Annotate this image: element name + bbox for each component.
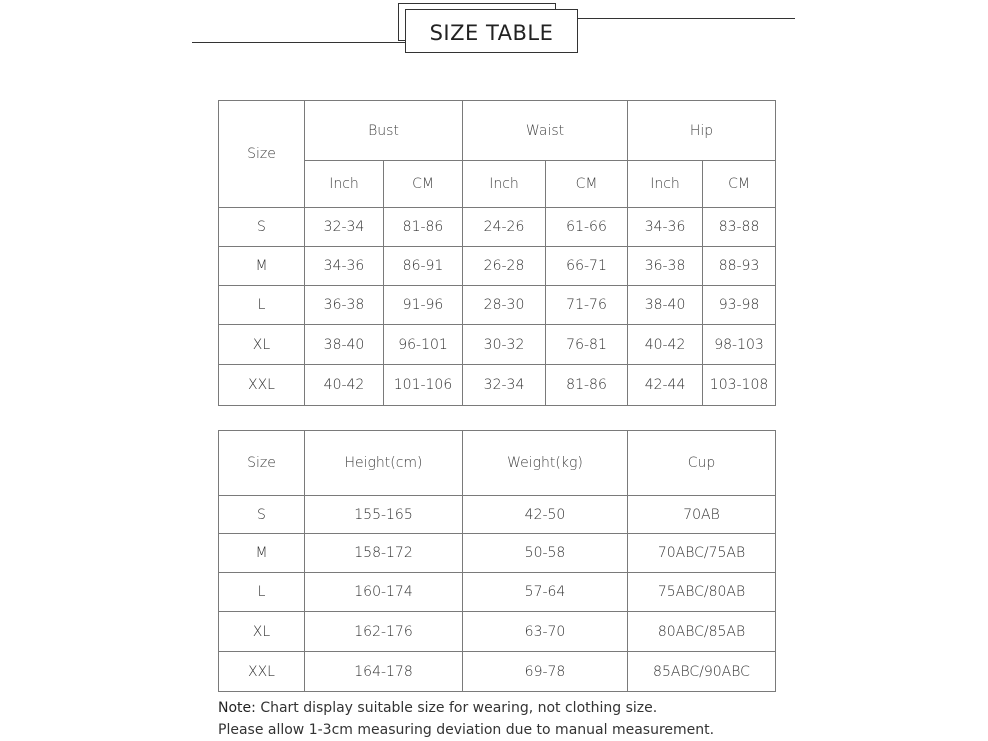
- unit-header: CM: [546, 161, 628, 208]
- table-row: [219, 612, 776, 652]
- table-header-row: [219, 431, 776, 496]
- table-row: [219, 325, 776, 365]
- title-rule-left: [192, 42, 405, 43]
- table-cell: 98-103: [703, 325, 776, 365]
- table-row: [219, 208, 776, 247]
- table-header-row: [219, 101, 776, 161]
- table-row: [219, 286, 776, 325]
- unit-header: CM: [384, 161, 463, 208]
- table-cell: 26-28: [463, 247, 546, 286]
- height-header: Height(cm): [305, 431, 463, 496]
- table-cell: 155-165: [305, 496, 463, 534]
- table-row: [219, 496, 776, 534]
- table-cell: XXL: [219, 365, 305, 406]
- table-cell: 36-38: [628, 247, 703, 286]
- table-cell: 76-81: [546, 325, 628, 365]
- table-cell: 42-50: [463, 496, 628, 534]
- note-line-2: Please allow 1-3cm measuring deviation due to manual measurement.: [218, 722, 715, 738]
- unit-header: Inch: [628, 161, 703, 208]
- table-cell: 85ABC/90ABC: [628, 652, 776, 692]
- table-row: [219, 247, 776, 286]
- table-cell: 86-91: [384, 247, 463, 286]
- table-cell: 164-178: [305, 652, 463, 692]
- table-cell: 96-101: [384, 325, 463, 365]
- table-cell: 70ABC/75AB: [628, 534, 776, 573]
- size-column-header: Size: [219, 101, 305, 208]
- note-label: Note:: [218, 700, 256, 716]
- table-cell: 36-38: [305, 286, 384, 325]
- bust-header: Bust: [305, 101, 463, 161]
- table-cell: 50-58: [463, 534, 628, 573]
- table-cell: 103-108: [703, 365, 776, 406]
- waist-header: Waist: [463, 101, 628, 161]
- table-cell: 30-32: [463, 325, 546, 365]
- table-cell: 42-44: [628, 365, 703, 406]
- table-cell: 91-96: [384, 286, 463, 325]
- table-cell: 69-78: [463, 652, 628, 692]
- note-line-1: [218, 700, 657, 716]
- unit-header: CM: [703, 161, 776, 208]
- table-cell: 32-34: [305, 208, 384, 247]
- table-cell: XL: [219, 325, 305, 365]
- table-cell: 75ABC/80AB: [628, 573, 776, 612]
- table-cell: XXL: [219, 652, 305, 692]
- table-cell: 28-30: [463, 286, 546, 325]
- table-cell: S: [219, 208, 305, 247]
- hip-header: Hip: [628, 101, 776, 161]
- table-cell: XL: [219, 612, 305, 652]
- table-cell: 34-36: [628, 208, 703, 247]
- table-cell: 93-98: [703, 286, 776, 325]
- table-cell: 101-106: [384, 365, 463, 406]
- weight-header: Weight(kg): [463, 431, 628, 496]
- table-row: [219, 652, 776, 692]
- table-cell: 57-64: [463, 573, 628, 612]
- table-cell: 83-88: [703, 208, 776, 247]
- unit-header: Inch: [463, 161, 546, 208]
- table-cell: L: [219, 573, 305, 612]
- table-cell: 160-174: [305, 573, 463, 612]
- table-row: [219, 573, 776, 612]
- body-size-table: [218, 430, 776, 692]
- table-row: [219, 365, 776, 406]
- table-cell: 38-40: [305, 325, 384, 365]
- table-cell: 40-42: [628, 325, 703, 365]
- table-cell: 66-71: [546, 247, 628, 286]
- table-cell: 40-42: [305, 365, 384, 406]
- table-cell: 61-66: [546, 208, 628, 247]
- table-cell: 34-36: [305, 247, 384, 286]
- table-cell: 63-70: [463, 612, 628, 652]
- table-cell: 32-34: [463, 365, 546, 406]
- table-cell: 88-93: [703, 247, 776, 286]
- table-cell: 80ABC/85AB: [628, 612, 776, 652]
- note-text: Chart display suitable size for wearing, not clothing size.: [260, 700, 658, 716]
- table-cell: 38-40: [628, 286, 703, 325]
- table-cell: 71-76: [546, 286, 628, 325]
- table-cell: M: [219, 534, 305, 573]
- table-cell: 81-86: [384, 208, 463, 247]
- table-cell: 24-26: [463, 208, 546, 247]
- measurement-table: [218, 100, 776, 406]
- unit-header: Inch: [305, 161, 384, 208]
- table-cell: 162-176: [305, 612, 463, 652]
- title-rule-right: [578, 18, 795, 19]
- table-cell: M: [219, 247, 305, 286]
- table-cell: L: [219, 286, 305, 325]
- table-cell: 81-86: [546, 365, 628, 406]
- table-cell: 70AB: [628, 496, 776, 534]
- cup-header: Cup: [628, 431, 776, 496]
- table-cell: 158-172: [305, 534, 463, 573]
- table-cell: S: [219, 496, 305, 534]
- table-row: [219, 534, 776, 573]
- size-column-header: Size: [219, 431, 305, 496]
- page-title: SIZE TABLE: [429, 21, 554, 45]
